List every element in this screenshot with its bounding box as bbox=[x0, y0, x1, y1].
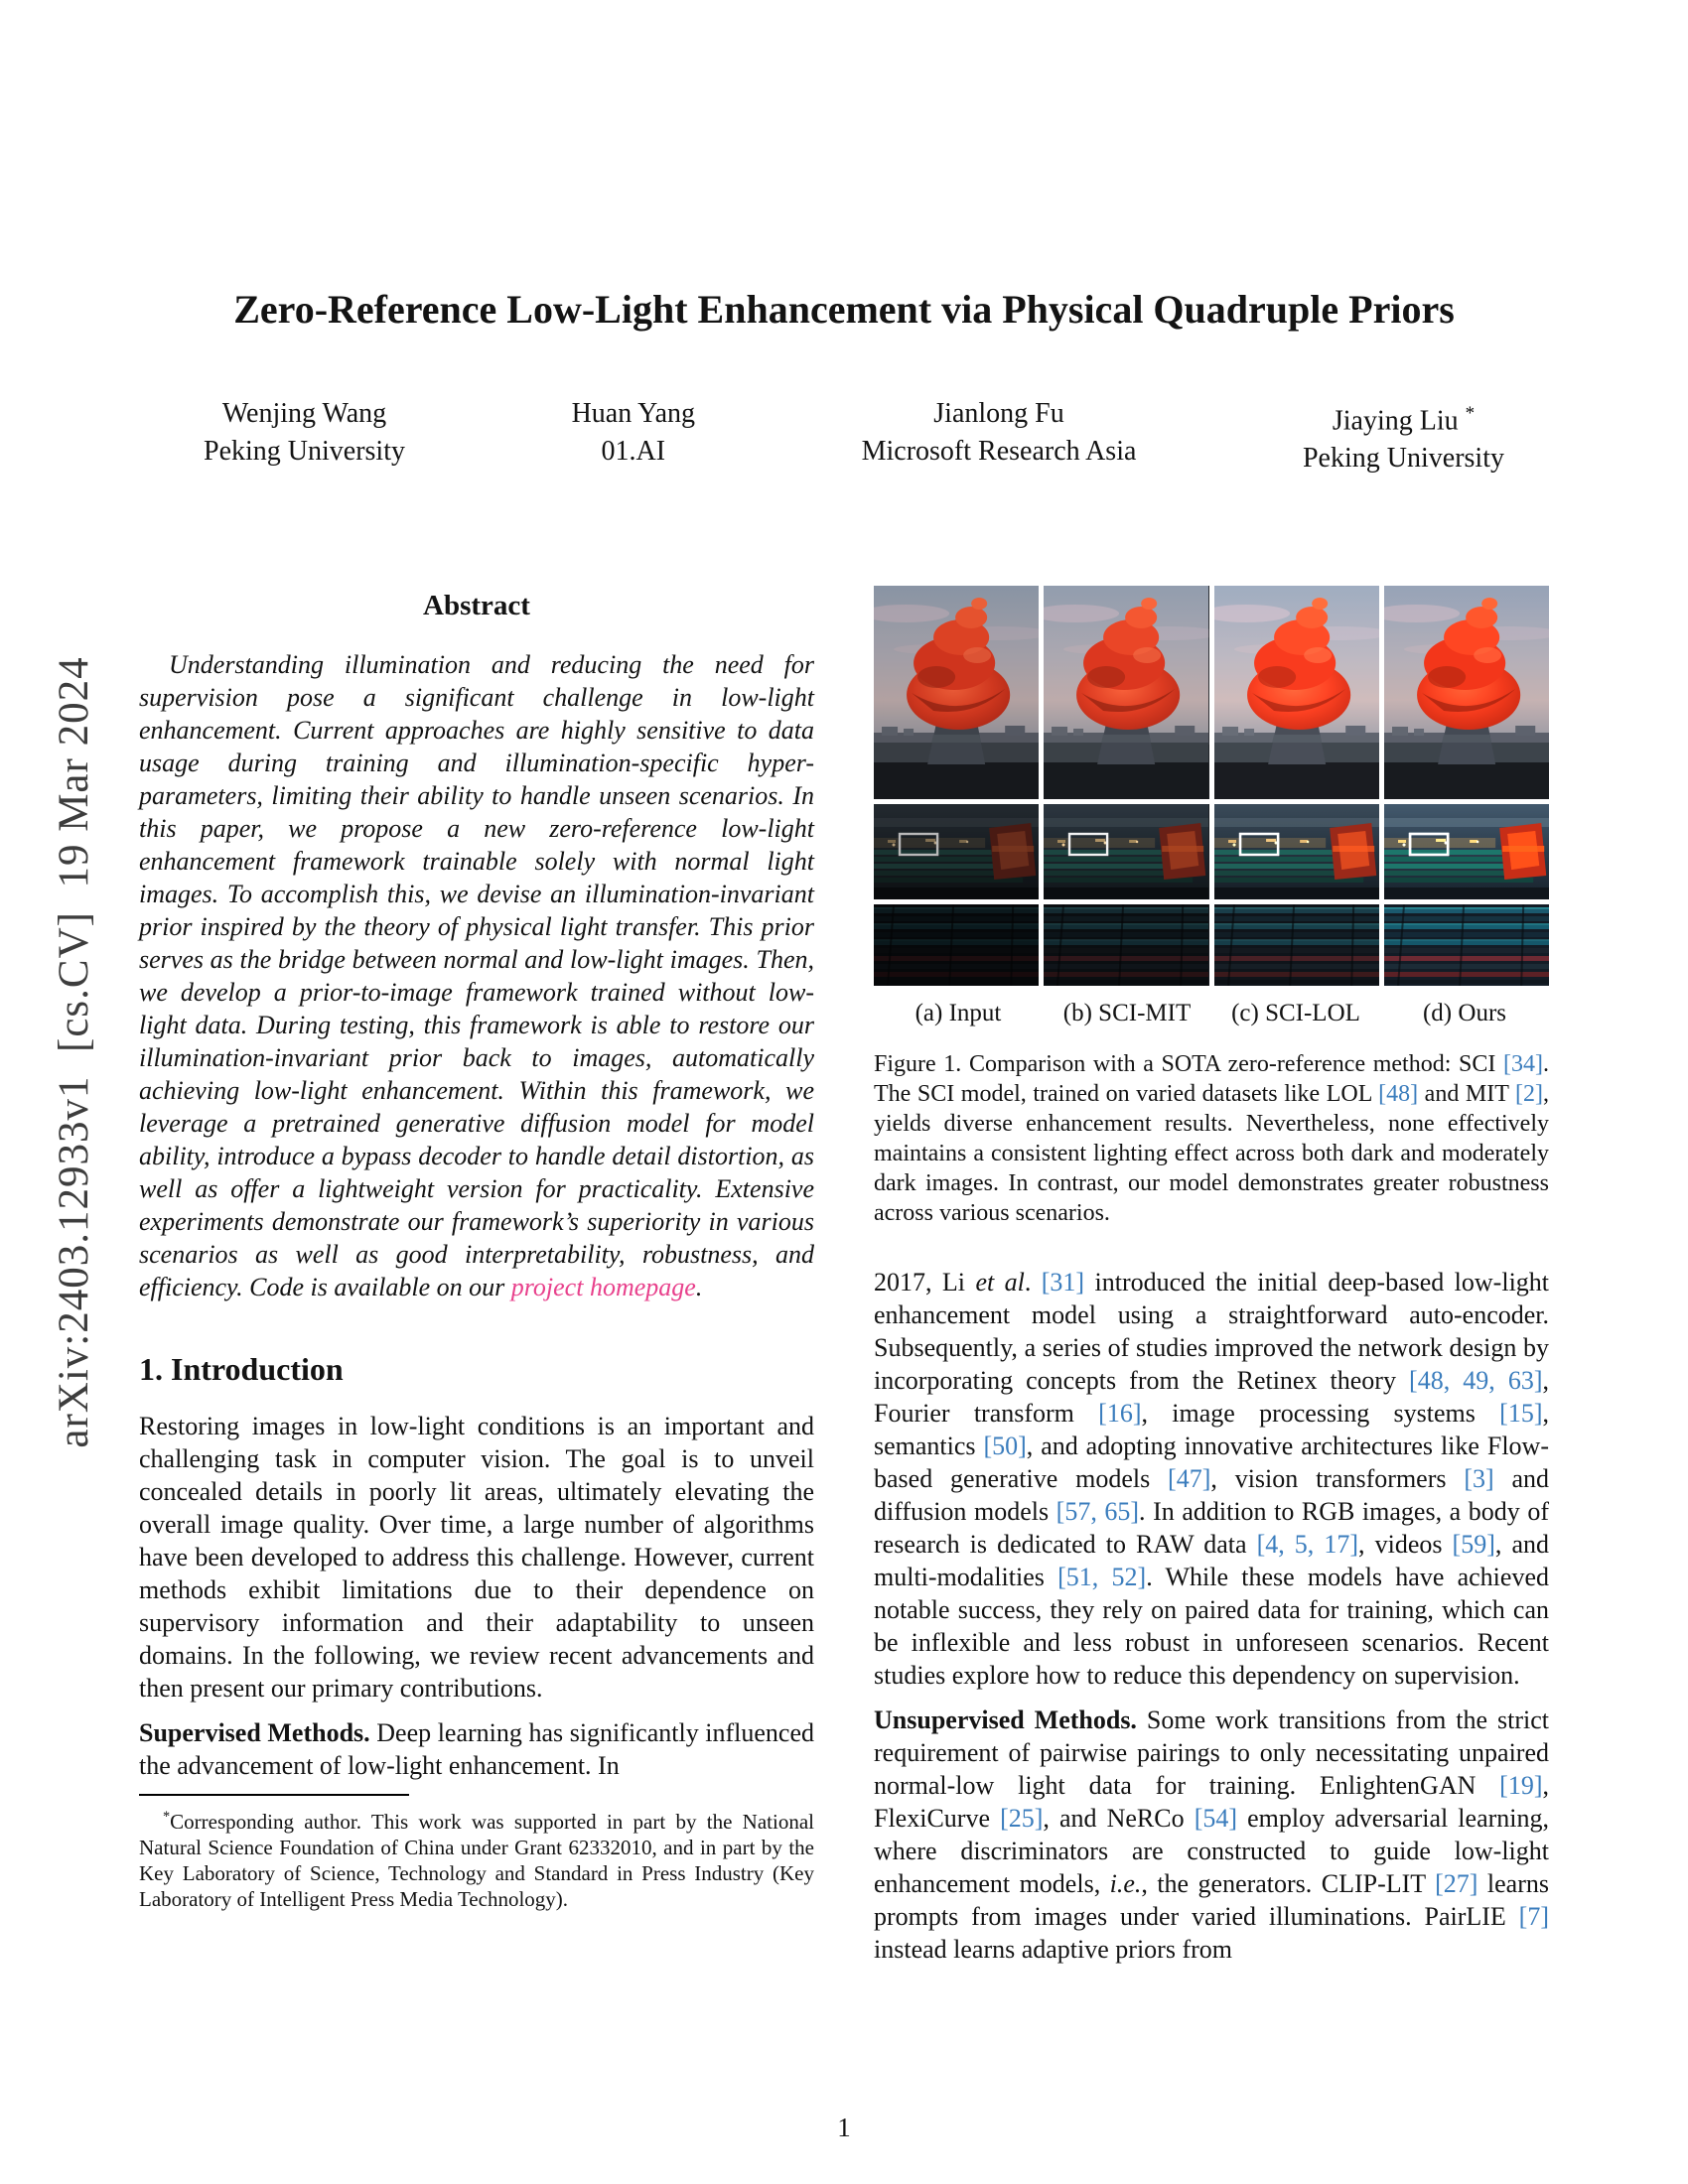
page-number: 1 bbox=[837, 2113, 851, 2142]
abstract-text bbox=[139, 648, 814, 1303]
section-heading-introduction: 1. Introduction bbox=[139, 1351, 344, 1387]
author-3 bbox=[862, 395, 1137, 478]
author-affiliation: Microsoft Research Asia bbox=[861, 436, 1137, 467]
text-segment: , Fourier transform bbox=[874, 1366, 1549, 1428]
citation-link[interactable]: [16] bbox=[1098, 1399, 1142, 1428]
author-block bbox=[204, 395, 1504, 478]
author-name bbox=[862, 395, 1137, 433]
author-2 bbox=[572, 395, 695, 478]
text-segment: Supervised Methods. bbox=[139, 1718, 370, 1747]
figure1-image-ours-scene bbox=[1384, 804, 1549, 899]
text-segment: . In addition to RGB images, a body of research is dedicated to RAW data bbox=[874, 1497, 1549, 1559]
figure1-image-input-crop bbox=[874, 904, 1039, 986]
external-link[interactable]: project homepage bbox=[510, 1273, 696, 1301]
text-segment: Jianlong Fu bbox=[933, 398, 1064, 429]
text-segment: and MIT bbox=[1418, 1081, 1516, 1107]
text-segment: Huan Yang bbox=[571, 398, 696, 429]
text-segment: instead learns adaptive priors from bbox=[874, 1935, 1232, 1964]
text-segment: , and NeRCo bbox=[1043, 1804, 1195, 1833]
text-segment: , image processing systems bbox=[1141, 1399, 1500, 1428]
text-segment: , and adopting innovative architectures like Flow-based generative models bbox=[874, 1432, 1549, 1493]
citation-link[interactable]: [34] bbox=[1503, 1051, 1543, 1077]
text-segment: learns prompts from images under varied illuminations. PairLIE bbox=[874, 1869, 1549, 1931]
text-segment: Unsupervised Methods. bbox=[874, 1706, 1137, 1734]
introduction-paragraph: Restoring images in low-light conditions is an important and challenging task in computer vision. The goal is to unveil concealed details in poorly lit areas, ultimately elevating the overall image quality. Over time, a large number of algorithms have been developed to address this challenge. However, current methods exhibit limitations due to their dependence on supervisory information and their adaptability to unseen domains. In the following, we review recent advancements and then present our primary contributions. bbox=[139, 1412, 814, 1703]
author-4 bbox=[1303, 395, 1504, 478]
paper-title: Zero-Reference Low-Light Enhancement via Physical Quadruple Priors bbox=[233, 287, 1455, 332]
abstract-heading: Abstract bbox=[423, 590, 530, 621]
text-segment: Wenjing Wang bbox=[221, 398, 387, 429]
text-segment: . The SCI model, trained on varied datasets like LOL bbox=[874, 1051, 1549, 1107]
citation-link[interactable]: [19] bbox=[1499, 1771, 1543, 1800]
citation-link[interactable]: [48, 49, 63] bbox=[1409, 1366, 1543, 1395]
figure1-caption bbox=[874, 1049, 1549, 1228]
text-segment: employ adversarial learning, where discriminators are constructed to guide low-light enhancement models, bbox=[874, 1804, 1549, 1898]
figure1-image-scimit-crop bbox=[1044, 904, 1208, 986]
footnote-text bbox=[139, 1804, 814, 1912]
two-column-body bbox=[139, 556, 1549, 1966]
figure-1 bbox=[874, 586, 1549, 1228]
figure1-image-grid bbox=[874, 586, 1549, 986]
arxiv-watermark: arXiv:2403.12933v1 [cs.CV] 19 Mar 2024 bbox=[51, 656, 97, 1448]
text-segment: , vision transformers bbox=[1210, 1464, 1465, 1493]
author-name bbox=[204, 395, 405, 433]
figure1-image-input-full bbox=[874, 586, 1039, 799]
author-affiliation: Peking University bbox=[204, 436, 405, 467]
text-segment: , and multi-modalities bbox=[874, 1530, 1549, 1591]
citation-link[interactable]: [2] bbox=[1515, 1081, 1543, 1107]
citation-link[interactable]: [59] bbox=[1452, 1530, 1495, 1559]
figure1-image-scilol-scene bbox=[1214, 804, 1379, 899]
citation-link[interactable]: [3] bbox=[1464, 1464, 1494, 1493]
citation-link[interactable]: [51, 52] bbox=[1057, 1563, 1147, 1591]
author-affiliation: Peking University bbox=[1302, 443, 1504, 475]
text-segment: , FlexiCurve bbox=[874, 1771, 1549, 1833]
figure1-image-scimit-full bbox=[1044, 586, 1208, 799]
citation-link[interactable]: [50] bbox=[983, 1432, 1027, 1460]
figure1-image-scimit-scene bbox=[1044, 804, 1208, 899]
right-column bbox=[874, 556, 1549, 1966]
left-column bbox=[139, 556, 814, 1912]
text-segment: * bbox=[1465, 403, 1476, 424]
author-1 bbox=[204, 395, 405, 478]
text-segment: , semantics bbox=[874, 1399, 1549, 1460]
figure1-column-labels bbox=[874, 1000, 1549, 1027]
figure1-label-scimit: (b) SCI-MIT bbox=[1062, 1000, 1192, 1026]
unsupervised-methods-paragraph bbox=[874, 1704, 1549, 1966]
figure1-image-scilol-crop bbox=[1214, 904, 1379, 986]
text-segment: * bbox=[163, 1809, 171, 1825]
text-segment: and diffusion models bbox=[874, 1464, 1550, 1526]
citation-link[interactable]: [54] bbox=[1194, 1804, 1238, 1833]
text-segment: , yields diverse enhancement results. Nevertheless, none effectively maintains a consistent lighting effect across both dark and moderately dark images. In contrast, our model demonstrates greater robustness across various scenarios. bbox=[874, 1081, 1549, 1226]
text-segment: 2017, Li bbox=[874, 1268, 976, 1297]
citation-link[interactable]: [7] bbox=[1518, 1902, 1549, 1931]
figure1-image-scilol-full bbox=[1214, 586, 1379, 799]
figure1-image-ours-crop bbox=[1384, 904, 1549, 986]
text-segment: . While these models have achieved notable success, they rely on paired data for training, which can be inflexible and less robust in unforeseen scenarios. Recent studies explore how to reduce this dependency on supervision. bbox=[874, 1563, 1549, 1690]
figure1-label-input: (a) Input bbox=[914, 1000, 1002, 1026]
citation-link[interactable]: [4, 5, 17] bbox=[1256, 1530, 1359, 1559]
text-segment: . bbox=[1024, 1268, 1042, 1297]
citation-link[interactable]: [25] bbox=[1000, 1804, 1044, 1833]
author-affiliation: 01.AI bbox=[601, 436, 666, 467]
supervised-methods-paragraph bbox=[139, 1716, 814, 1782]
figure1-image-ours-full bbox=[1384, 586, 1549, 799]
text-segment: Jiaying Liu bbox=[1332, 405, 1466, 437]
text-segment: introduced the initial deep-based low-light enhancement model using a straightforward auto-encoder. Subsequently, a series of studies improved the network design by incorporating concepts from the Retinex theory bbox=[874, 1268, 1550, 1395]
figure1-label-ours: (d) Ours bbox=[1422, 1000, 1506, 1026]
text-segment: Figure 1. Comparison with a SOTA zero-reference method: SCI bbox=[874, 1051, 1504, 1077]
figure1-label-scilol: (c) SCI-LOL bbox=[1231, 1000, 1360, 1026]
citation-link[interactable]: [47] bbox=[1168, 1464, 1211, 1493]
text-segment: Deep learning has significantly influenced the advancement of low-light enhancement. In bbox=[139, 1718, 815, 1780]
text-segment: , the generators. CLIP-LIT bbox=[1141, 1869, 1436, 1898]
text-segment: Understanding illumination and reducing the need for supervision pose a significant challenge in low-light enhancement. Current approaches are highly sensitive to data usage during training and illumination-specific hyper-parameters, limiting their ability to handle unseen scenarios. In this paper, we propose a new zero-reference low-light enhancement framework trainable solely with normal light images. To accomplish this, we devise an illumination-invariant prior inspired by the theory of physical light transfer. This prior serves as the bridge between normal and low-light images. Then, we develop a prior-to-image framework trained without low-light data. During testing, this framework is able to restore our illumination-invariant prior back to images, automatically achieving low-light enhancement. Within this framework, we leverage a pretrained generative diffusion model for model ability, introduce a bypass decoder to handle detail distortion, as well as offer a lightweight version for practicality. Extensive experiments demonstrate our framework’s superiority in various scenarios as well as good interpretability, robustness, and efficiency. Code is available on our bbox=[139, 650, 814, 1301]
text-segment: , videos bbox=[1358, 1530, 1453, 1559]
author-name bbox=[1303, 395, 1504, 440]
text-segment: i.e. bbox=[1109, 1869, 1142, 1898]
text-segment: Some work transitions from the strict requirement of pairwise pairings to only necessitating unpaired normal-low light data for training. EnlightenGAN bbox=[874, 1706, 1549, 1800]
citation-link[interactable]: [31] bbox=[1041, 1268, 1085, 1297]
citation-link[interactable]: [57, 65] bbox=[1055, 1497, 1140, 1526]
text-segment: . bbox=[695, 1273, 703, 1301]
footnote-rule bbox=[139, 1794, 409, 1796]
text-segment: et al bbox=[975, 1268, 1025, 1297]
figure1-image-input-scene bbox=[874, 804, 1039, 899]
related-work-paragraph bbox=[874, 1266, 1549, 1692]
citation-link[interactable]: [27] bbox=[1435, 1869, 1478, 1898]
citation-link[interactable]: [15] bbox=[1499, 1399, 1543, 1428]
footnote bbox=[139, 1794, 814, 1912]
author-name bbox=[572, 395, 695, 433]
text-segment: Corresponding author. This work was supported in part by the National Natural Science Foundation of China under Grant 62332010, and in part by the Key Laboratory of Science, Technology and Standard in Press Industry (Key Laboratory of Intelligent Press Media Technology). bbox=[139, 1810, 814, 1911]
citation-link[interactable]: [48] bbox=[1378, 1081, 1419, 1107]
